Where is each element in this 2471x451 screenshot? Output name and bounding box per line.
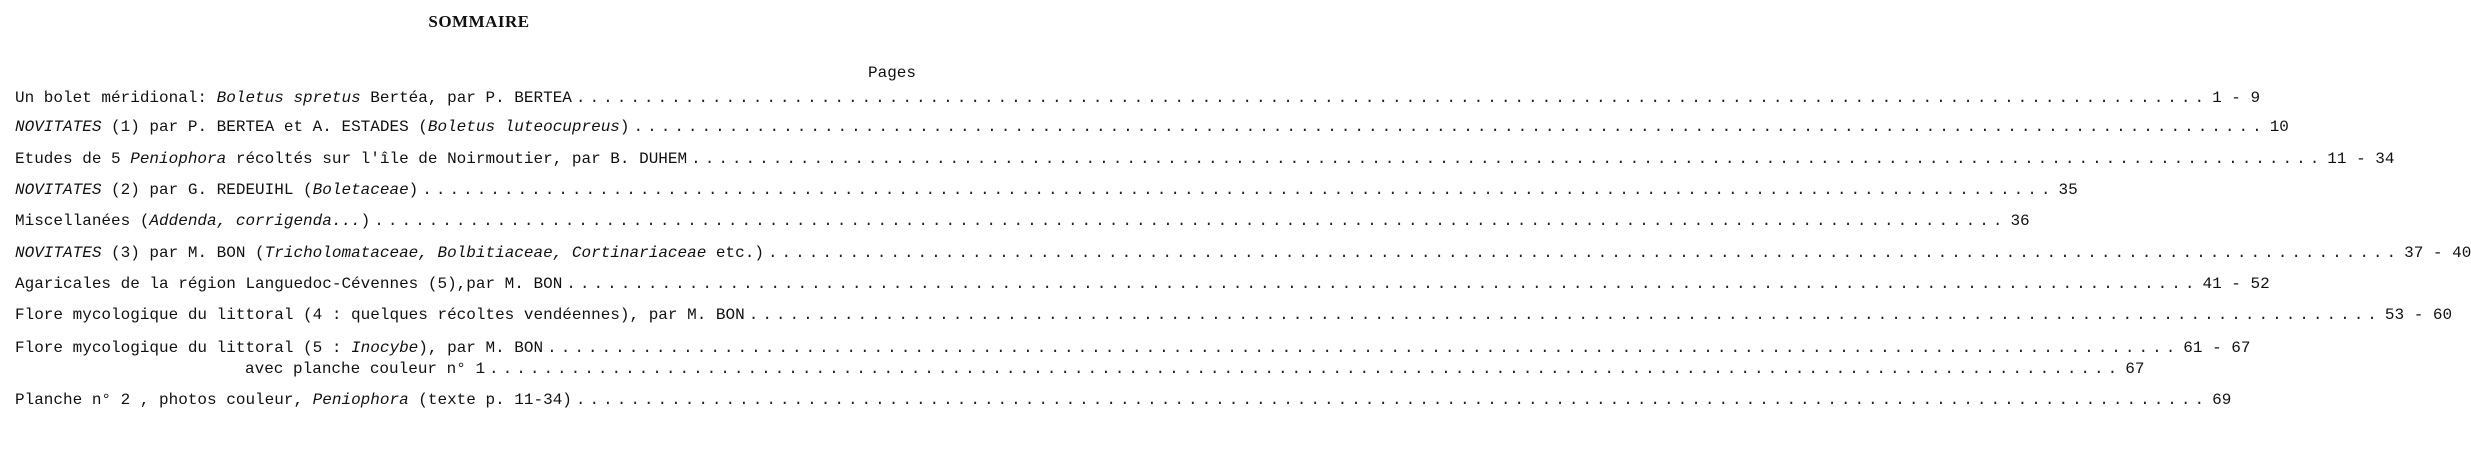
toc-entry-title xyxy=(15,275,562,293)
toc-entry-title xyxy=(15,391,572,409)
toc-entry-title xyxy=(15,244,764,262)
text: Etudes de 5 xyxy=(15,150,131,168)
toc-page-number: 67 xyxy=(2125,360,2145,378)
toc-entry-title xyxy=(15,339,543,357)
toc-entry-title xyxy=(15,150,687,168)
toc-page-number: 10 xyxy=(2269,118,2289,136)
toc-entry xyxy=(15,244,2471,266)
toc-entry xyxy=(15,339,2251,361)
dot-leader: ........................................................................................................................ xyxy=(422,181,2055,199)
dot-leader: ........................................................................................................................ xyxy=(633,118,2266,136)
toc-page-number: 36 xyxy=(2010,212,2030,230)
dot-leader: ........................................................................................................................ xyxy=(575,89,2209,107)
italic-text: NOVITATES xyxy=(15,244,102,262)
toc-entry xyxy=(245,360,2145,382)
text: (3) par M. BON ( xyxy=(101,244,265,262)
italic-text: Boletaceae xyxy=(312,181,409,199)
text: Flore mycologique du littoral (5 : xyxy=(15,339,352,357)
text: (2) par G. REDEUIHL ( xyxy=(101,181,313,199)
italic-text: Inocybe xyxy=(351,339,419,357)
toc-entry xyxy=(15,306,2453,328)
italic-text: Addenda, corrigenda... xyxy=(149,212,361,230)
dot-leader: ........................................................................................................................ xyxy=(566,275,2199,293)
toc-page-number: 1 - 9 xyxy=(2212,89,2261,107)
toc-entry xyxy=(15,275,2270,297)
dot-leader: ........................................................................................................................ xyxy=(691,150,2324,168)
text: Bertéa, par P. BERTEA xyxy=(360,89,572,107)
dot-leader: ........................................................................................................................ xyxy=(767,244,2401,262)
toc-page-number: 11 - 34 xyxy=(2327,150,2395,168)
toc-entry xyxy=(15,118,2289,140)
text: Agaricales de la région Languedoc-Cévennes (5),par M. BON xyxy=(15,275,563,293)
toc-entry xyxy=(15,212,2030,234)
pages-column-header: Pages xyxy=(868,64,917,82)
italic-text: NOVITATES xyxy=(15,181,102,199)
text: Planche n° 2 , photos couleur, xyxy=(15,391,313,409)
toc-page-number: 53 - 60 xyxy=(2384,306,2453,324)
toc-entry xyxy=(15,391,2232,413)
text: ) xyxy=(619,118,630,136)
dot-leader: ........................................................................................................................ xyxy=(374,212,2007,230)
toc-page-number: 35 xyxy=(2058,181,2078,199)
toc-entry xyxy=(15,181,2078,203)
toc-entry xyxy=(15,89,2261,111)
toc-entry-title xyxy=(15,118,630,136)
italic-text: Peniophora xyxy=(312,391,409,409)
text: Un bolet méridional: xyxy=(15,89,217,107)
toc-entry-title xyxy=(245,360,485,378)
toc-page-number: 37 - 40 xyxy=(2404,244,2471,262)
toc-page-number: 41 - 52 xyxy=(2202,275,2270,293)
text: (1) par P. BERTEA et A. ESTADES ( xyxy=(101,118,428,136)
dot-leader: ........................................................................................................................ xyxy=(547,339,2180,357)
toc-page-number: 69 xyxy=(2212,391,2232,409)
text: ) xyxy=(408,181,419,199)
text: ), par M. BON xyxy=(418,339,544,357)
text: Flore mycologique du littoral (4 : quelques récoltes vendéennes), par M. BON xyxy=(15,306,745,324)
toc-entry-title xyxy=(15,306,745,324)
page-title: SOMMAIRE xyxy=(428,12,530,31)
dot-leader: ........................................................................................................................ xyxy=(748,306,2381,324)
text: avec planche couleur n° 1 xyxy=(245,360,486,378)
italic-text: Boletus luteocupreus xyxy=(427,118,620,136)
text: ) xyxy=(360,212,371,230)
italic-text: NOVITATES xyxy=(15,118,102,136)
dot-leader: ........................................................................................................................ xyxy=(575,391,2209,409)
text: (texte p. 11-34) xyxy=(408,391,572,409)
toc-entry-title xyxy=(15,89,572,107)
italic-text: Peniophora xyxy=(130,150,227,168)
italic-text: Boletus spretus xyxy=(216,89,361,107)
toc-entry-title xyxy=(15,212,370,230)
text: récoltés sur l'île de Noirmoutier, par B. DUHEM xyxy=(226,150,688,168)
italic-text: Tricholomataceae, Bolbitiaceae, Cortinariaceae xyxy=(264,244,707,262)
toc-page-number: 61 - 67 xyxy=(2183,339,2251,357)
toc-entry xyxy=(15,150,2395,172)
text: Miscellanées ( xyxy=(15,212,150,230)
text: etc.) xyxy=(706,244,764,262)
dot-leader: ........................................................................................................................ xyxy=(489,360,2122,378)
toc-entry-title xyxy=(15,181,418,199)
